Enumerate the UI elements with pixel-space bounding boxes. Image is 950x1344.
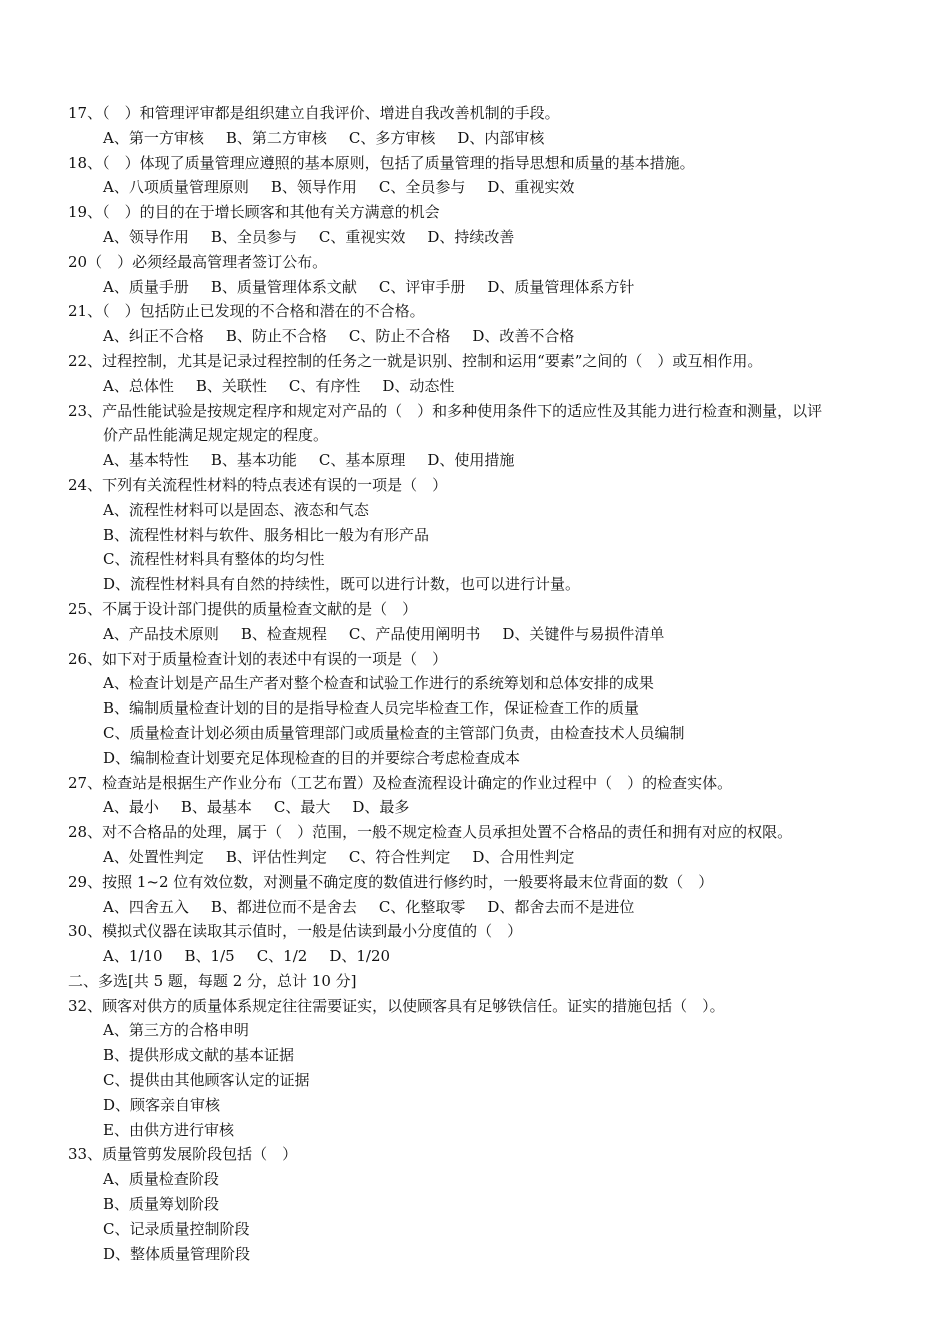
question-text: 30、模拟式仪器在读取其示值时，一般是估读到最小分度值的（ ） [68,922,523,941]
option: D、使用措施 [427,451,515,470]
option: C、重视实效 [318,227,406,246]
option: C、1/2 [256,947,308,966]
section-heading: 二、多选[共 5 题，每题 2 分，总计 10 分] [68,971,357,990]
option: E、由供方进行审核 [103,1120,234,1139]
option: D、顾客亲自审核 [103,1095,221,1114]
question-text: 24、下列有关流程性材料的特点表述有误的一项是（ ） [68,475,448,494]
option: A、1/10 [103,947,163,966]
option: B、1/5 [184,947,235,966]
option: A、第一方审核 [103,128,204,147]
options-row [0,324,950,349]
option: D、动态性 [382,376,455,395]
option: A、检查计划是产品生产者对整个检查和试验工作进行的系统筹划和总体安排的成果 [103,674,654,693]
option: C、评审手册 [378,277,466,296]
option: D、最多 [352,798,410,817]
option: D、1/20 [329,947,391,966]
option: A、八项质量管理原则 [103,178,249,197]
option: A、最小 [103,798,159,817]
option: C、防止不合格 [348,327,451,346]
options-row [0,126,950,151]
options-row [0,275,950,300]
option: D、改善不合格 [472,327,575,346]
option: A、处置性判定 [103,847,204,866]
options-row [0,622,950,647]
option: A、领导作用 [103,227,189,246]
option: B、质量筹划阶段 [103,1195,220,1214]
question-text: 32、顾客对供方的质量体系规定往往需要证实，以使顾客具有足够铁信任。证实的措施包括（ ）。 [68,996,725,1015]
options-row [0,225,950,250]
question-text: 33、质量管剪发展阶段包括（ ） [68,1145,298,1164]
question-text: 26、如下对于质量检查计划的表述中有误的一项是（ ） [68,649,448,668]
question-text: 27、检查站是根据生产作业分布（工艺布置）及检查流程设计确定的作业过程中（ ）的检查实体。 [68,773,733,792]
question-text: 21、（ ）包括防止已发现的不合格和潜在的不合格。 [68,302,425,321]
option: C、流程性材料具有整体的均匀性 [103,550,325,569]
option: A、流程性材料可以是固态、液态和气态 [103,500,369,519]
option: B、质量管理体系文献 [210,277,357,296]
options-row [0,374,950,399]
option: A、第三方的合格申明 [103,1021,249,1040]
option: A、质量检查阶段 [103,1170,219,1189]
option: D、质量管理体系方针 [487,277,635,296]
option: B、最基本 [180,798,252,817]
option: D、整体质量管理阶段 [103,1244,251,1263]
options-row [0,175,950,200]
option: D、重视实效 [487,178,575,197]
question-text: 25、不属于设计部门提供的质量检查文献的是（ ） [68,599,418,618]
options-row [0,944,950,969]
option: C、全员参与 [378,178,466,197]
option: B、检查规程 [240,624,327,643]
question-text-continued: 价产品性能满足规定规定的程度。 [103,426,329,445]
option: B、都进位而不是舍去 [210,897,357,916]
option: C、质量检查计划必须由质量管理部门或质量检查的主管部门负责，由检查技术人员编制 [103,723,685,742]
question-text: 28、对不合格品的处理，属于（ ）范围，一般不规定检查人员承担处置不合格品的责任和拥有对应的权限。 [68,823,793,842]
option: B、基本功能 [210,451,297,470]
options-row [0,895,950,920]
options-row [0,795,950,820]
option: C、化整取零 [378,897,466,916]
option: A、四舍五入 [103,897,189,916]
option: C、产品使用阐明书 [348,624,481,643]
question-text: 23、产品性能试验是按规定程序和规定对产品的（ ）和多种使用条件下的适应性及其能力进行检查和测量，以评 [68,401,823,420]
option: B、全员参与 [210,227,297,246]
option: B、领导作用 [270,178,357,197]
option: B、第二方审核 [225,128,327,147]
option: A、基本特性 [103,451,189,470]
option: B、防止不合格 [225,327,327,346]
option: B、流程性材料与软件、服务相比一般为有形产品 [103,525,430,544]
option: A、总体性 [103,376,174,395]
option: B、编制质量检查计划的目的是指导检查人员完毕检查工作，保证检查工作的质量 [103,699,640,718]
option: A、质量手册 [103,277,189,296]
option: B、评估性判定 [225,847,327,866]
option: C、符合性判定 [348,847,451,866]
option: A、产品技术原则 [103,624,219,643]
option: B、关联性 [195,376,267,395]
question-text: 18、（ ）体现了质量管理应遵照的基本原则，包括了质量管理的指导思想和质量的基本措施。 [68,153,695,172]
option: D、内部审核 [457,128,545,147]
options-row [0,845,950,870]
option: C、记录质量控制阶段 [103,1219,250,1238]
option: C、最大 [273,798,331,817]
question-text: 29、按照 1~2 位有效位数，对测量不确定度的数值进行修约时，一般要将最末位背面的数（ ） [68,872,714,891]
question-text: 17、（ ）和管理评审都是组织建立自我评价、增进自我改善机制的手段。 [68,104,560,122]
options-row [0,448,950,473]
option: D、持续改善 [427,227,515,246]
question-text: 22、过程控制，尤其是记录过程控制的任务之一就是识别、控制和运用“要素”之间的（ ）或互相作用。 [68,351,763,370]
option: D、关键件与易损件清单 [502,624,665,643]
option: C、多方审核 [348,128,436,147]
option: A、纠正不合格 [103,327,204,346]
option: C、提供由其他顾客认定的证据 [103,1071,310,1090]
question-text: 19、（ ）的目的在于增长顾客和其他有关方满意的机会 [68,203,440,222]
question-list [0,101,950,1266]
question-text: 20（ ）必须经最高管理者签订公布。 [68,252,328,271]
option: D、都舍去而不是进位 [487,897,635,916]
option: D、编制检查计划要充足体现检查的目的并要综合考虑检查成本 [103,748,521,767]
option: D、流程性材料具有自然的持续性，既可以进行计数，也可以进行计量。 [103,575,581,594]
option: D、合用性判定 [472,847,575,866]
option: C、有序性 [288,376,361,395]
option: B、提供形成文献的基本证据 [103,1046,295,1065]
option: C、基本原理 [318,451,406,470]
